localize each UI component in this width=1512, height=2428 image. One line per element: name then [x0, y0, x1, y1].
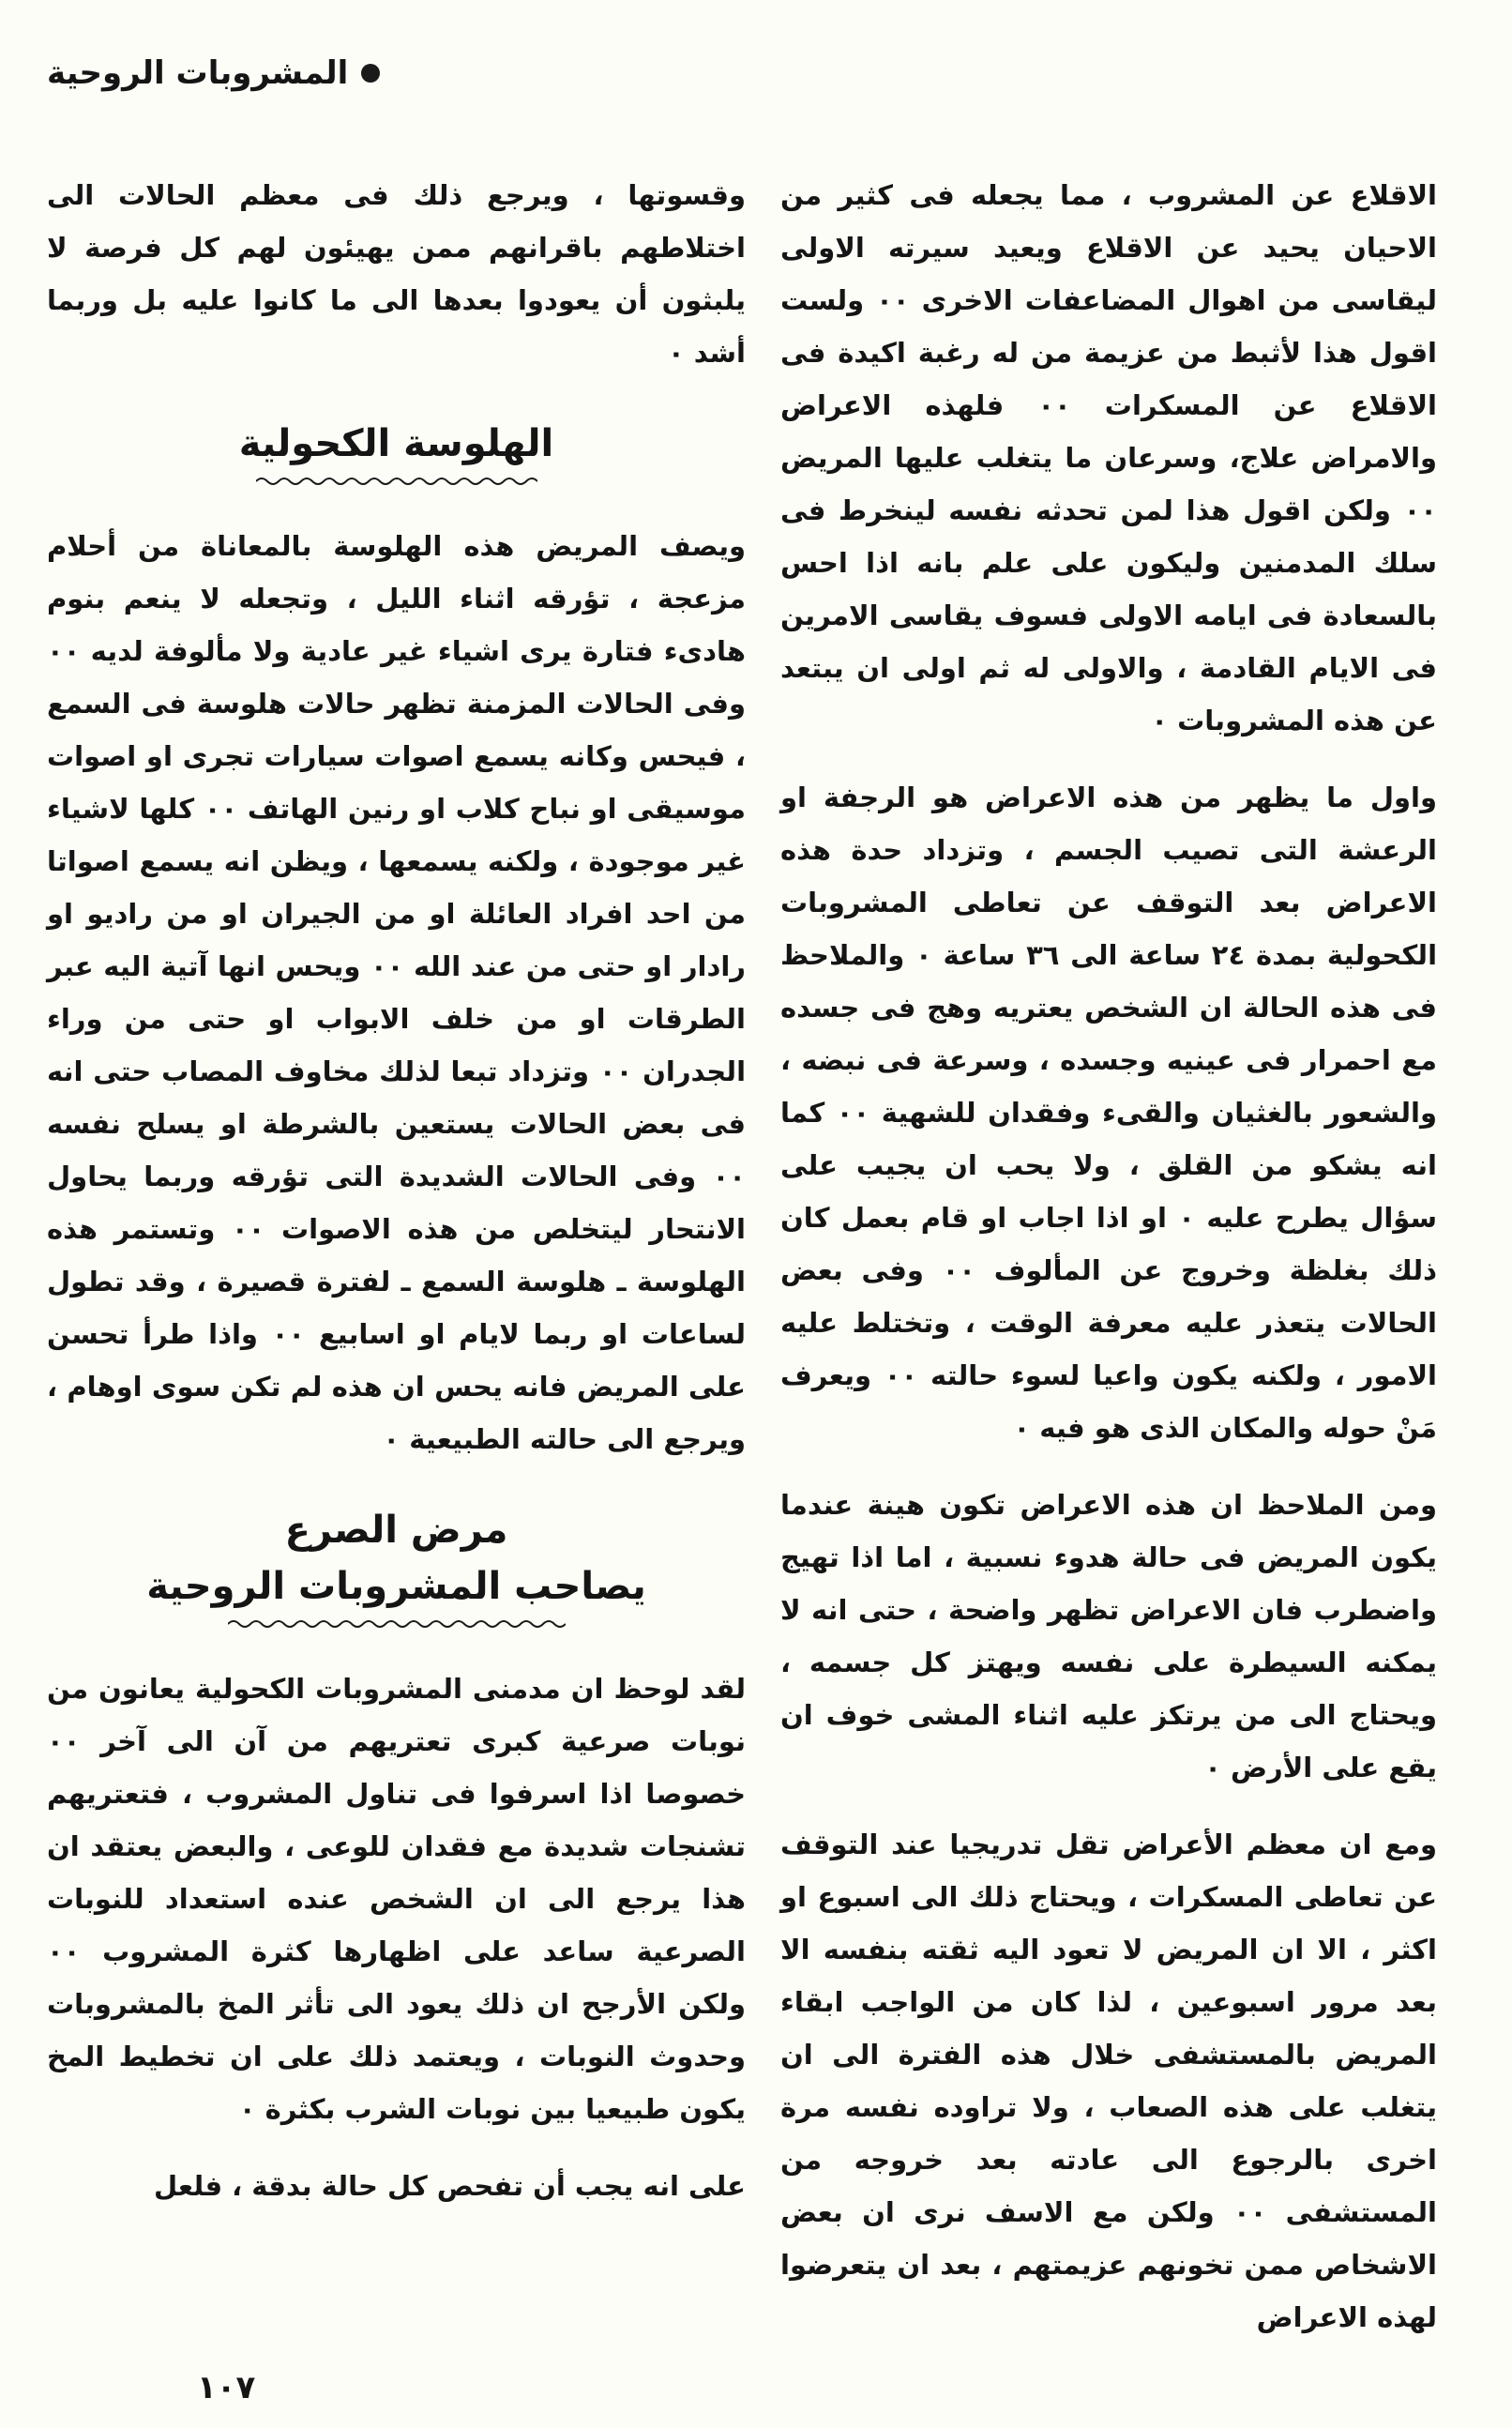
paragraph: لقد لوحظ ان مدمنى المشروبات الكحولية يعانون من نوبات صرعية كبرى تعتريهم من آن الى آخر ٠٠ خصوصا اذا اسرفوا فى تناول المشروب ، فتعتريهم تشنجات شديدة مع فقدان للوعى ، والبعض يعتقد ان هذا يرجع الى ان الشخص عنده استعداد للنوبات الصرعية ساعد على اظهارها كثرة المشروب ٠٠ ولكن الأرجح ان ذلك يعود الى تأثر المخ بالمشروبات وحدوث النوبات ، ويعتمد ذلك على ان تخطيط المخ يكون طبيعيا بين نوبات الشرب بكثرة ٠	[47, 1673, 746, 2125]
section-heading-subtitle: يصاحب المشروبات الروحية	[146, 1565, 646, 1608]
running-head	[47, 54, 380, 92]
paragraph: واول ما يظهر من هذه الاعراض هو الرجفة او الرعشة التى تصيب الجسم ، وتزداد حدة هذه الاعراض بعد التوقف عن تعاطى المشروبات الكحولية بمدة ٢٤ ساعة الى ٣٦ ساعة ٠ والملاحظ فى هذه الحالة ان الشخص يعتريه وهج فى جسده مع احمرار فى عينيه وجسده ، وسرعة فى نبضه ، والشعور بالغثيان والقىء وفقدان للشهية ٠٠ كما انه يشكو من القلق ، ولا يحب ان يجيب على سؤال يطرح عليه ٠ او اذا اجاب او قام بعمل كان ذلك بغلظة وخروج عن المألوف ٠٠ وفى بعض الحالات يتعذر عليه معرفة الوقت ، وتختلط عليه الامور ، ولكنه يكون واعيا لسوء حالته ٠٠ ويعرف مَنْ حوله والمكان الذى هو فيه ٠	[780, 782, 1438, 1444]
running-title: المشروبات الروحية	[47, 54, 349, 92]
wavy-underline-icon	[256, 475, 537, 488]
paragraph: ويصف المريض هذه الهلوسة بالمعاناة من أحلام مزعجة ، تؤرقه اثناء الليل ، وتجعله لا ينعم بنوم هادىء فتارة يرى اشياء غير عادية ولا مألوفة لديه ٠٠ وفى الحالات المزمنة تظهر حالات هلوسة فى السمع ، فيحس وكانه يسمع اصوات سيارات تجرى او اصوات موسيقى او نباح كلاب او رنين الهاتف ٠٠ كلها لاشياء غير موجودة ، ولكنه يسمعها ، ويظن انه يسمع اصواتا من احد افراد العائلة او من الجيران او من راديو او رادار او حتى من عند الله ٠٠ ويحس انها آتية اليه عبر الطرقات او من خلف الابواب او حتى من وراء الجدران ٠٠ وتزداد تبعا لذلك مخاوف المصاب حتى انه فى بعض الحالات يستعين بالشرطة او يسلح نفسه ٠٠ وفى الحالات الشديدة التى تؤرقه وربما يحاول الانتحار ليتخلص من هذه الاصوات ٠٠ وتستمر هذه الهلوسة ـ هلوسة السمع ـ لفترة قصيرة ، وقد تطول لساعات او ربما لايام او اسابيع ٠٠ واذا طرأ تحسن على المريض فانه يحس ان هذه لم تكن سوى اوهام ، ويرجع الى حالته الطبيعية ٠	[47, 530, 747, 1455]
left-column	[47, 169, 746, 2212]
paragraph: ومع ان معظم الأعراض تقل تدريجيا عند التوقف عن تعاطى المسكرات ، ويحتاج ذلك الى اسبوع او اكثر ، الا ان المريض لا تعود اليه ثقته بنفسه الا بعد مرور اسبوعين ، لذا كان من الواجب ابقاء المريض بالمستشفى خلال هذه الفترة الى ان يتغلب على هذه الصعاب ، ولا تراوده نفسه مرة اخرى بالرجوع الى عادته بعد خروجه من المستشفى ٠٠ ولكن مع الاسف نرى ان بعض الاشخاص ممن تخونهم عزيمتهم ، بعد ان يتعرضوا لهذه الاعراض	[780, 1829, 1437, 2333]
section-heading-block	[47, 417, 746, 488]
paragraph: على انه يجب أن تفحص كل حالة بدقة ، فلعل	[153, 2170, 746, 2202]
paragraph: الاقلاع عن المشروب ، مما يجعله فى كثير من الاحيان يحيد عن الاقلاع ويعيد سيرته الاولى ليقاسى من اهوال المضاعفات الاخرى ٠٠ ولست اقول هذا لأثبط من عزيمة من له رغبة اكيدة فى الاقلاع عن المسكرات ٠٠ فلهذه الاعراض والامراض علاج، وسرعان ما يتغلب عليها المريض ٠٠ ولكن اقول هذا لمن تحدثه نفسه لينخرط فى سلك المدمنين وليكون على علم بانه اذا احس بالسعادة فى ايامه الاولى فسوف يقاسى الامرين فى الايام القادمة ، والاولى له ثم اولى ان يبتعد عن هذه المشروبات ٠	[780, 179, 1437, 736]
page-number: ١٠٧	[197, 2369, 256, 2406]
section-heading-block	[47, 1503, 746, 1631]
paragraph: ومن الملاحظ ان هذه الاعراض تكون هينة عندما يكون المريض فى حالة هدوء نسبية ، اما اذا تهيج واضطرب فان الاعراض تظهر واضحة ، حتى انه لا يمكنه السيطرة على نفسه ويهتز كل جسمه ، ويحتاج الى من يرتكز عليه اثناء المشى خوف ان يقع على الأرض ٠	[780, 1489, 1437, 1783]
bullet-icon	[361, 64, 380, 83]
section-heading: الهلوسة الكحولية	[238, 422, 554, 465]
right-column	[780, 169, 1437, 2344]
paragraph: وقسوتها ، ويرجع ذلك فى معظم الحالات الى اختلاطهم باقرانهم ممن يهيئون لهم كل فرصة لا يلبثون أن يعودوا بعدها الى ما كانوا عليه بل وربما أشد ٠	[47, 179, 746, 369]
wavy-underline-icon	[228, 1617, 566, 1631]
section-heading: مرض الصرع	[284, 1509, 508, 1552]
